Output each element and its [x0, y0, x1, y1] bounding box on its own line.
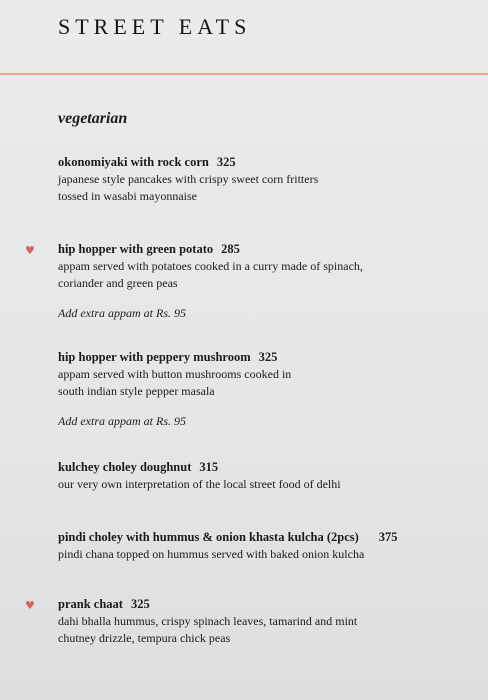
item-extra-note: Add extra appam at Rs. 95 — [58, 414, 186, 428]
item-title — [58, 459, 478, 476]
heart-icon: ♥ — [25, 244, 35, 257]
item-description-line: tossed in wasabi mayonnaise — [58, 189, 197, 203]
menu-item-prank-chaat — [58, 596, 478, 647]
item-name: okonomiyaki with rock corn — [58, 155, 209, 169]
menu-item-okonomiyaki — [58, 154, 478, 205]
item-description-line: pindi chana topped on hummus served with baked onion kulcha — [58, 547, 365, 561]
menu-item-hip-hopper-mushroom — [58, 349, 478, 430]
item-extra-note: Add extra appam at Rs. 95 — [58, 306, 186, 320]
item-title — [58, 529, 478, 546]
header-divider — [0, 73, 488, 75]
item-title — [58, 241, 478, 258]
menu-item-pindi-choley — [58, 529, 478, 563]
heart-icon: ♥ — [25, 599, 35, 612]
item-price: 325 — [130, 597, 150, 611]
item-price: 315 — [199, 460, 219, 474]
item-name: pindi choley with hummus & onion khasta kulcha (2pcs) — [58, 530, 359, 544]
menu-item-hip-hopper-green-potato — [58, 241, 478, 322]
item-title — [58, 154, 478, 171]
item-name: hip hopper with green potato — [58, 242, 214, 256]
item-price: 325 — [258, 350, 278, 364]
item-name: hip hopper with peppery mushroom — [58, 350, 251, 364]
section-title: vegetarian — [58, 110, 128, 127]
item-description-line: coriander and green peas — [58, 276, 178, 290]
item-price: 375 — [378, 530, 398, 544]
item-title — [58, 596, 478, 613]
item-title — [58, 349, 478, 366]
item-price: 325 — [216, 155, 236, 169]
item-price: 285 — [221, 242, 240, 256]
item-name: prank chaat — [58, 597, 123, 611]
item-description-line: chutney drizzle, tempura chick peas — [58, 631, 231, 645]
item-description-line: south indian style pepper masala — [58, 384, 215, 398]
menu-item-kulchey-choley-doughnut — [58, 459, 478, 493]
page-title: STREET EATS — [58, 14, 252, 39]
item-description-line: dahi bhalla hummus, crispy spinach leaves, tamarind and mint — [58, 614, 358, 628]
item-description-line: appam served with button mushrooms cooked in — [58, 367, 292, 381]
item-description-line: japanese style pancakes with crispy sweet corn fritters — [58, 172, 319, 186]
item-description-line: our very own interpretation of the local street food of delhi — [58, 477, 341, 491]
item-name: kulchey choley doughnut — [58, 460, 192, 474]
item-description-line: appam served with potatoes cooked in a curry made of spinach, — [58, 259, 363, 273]
